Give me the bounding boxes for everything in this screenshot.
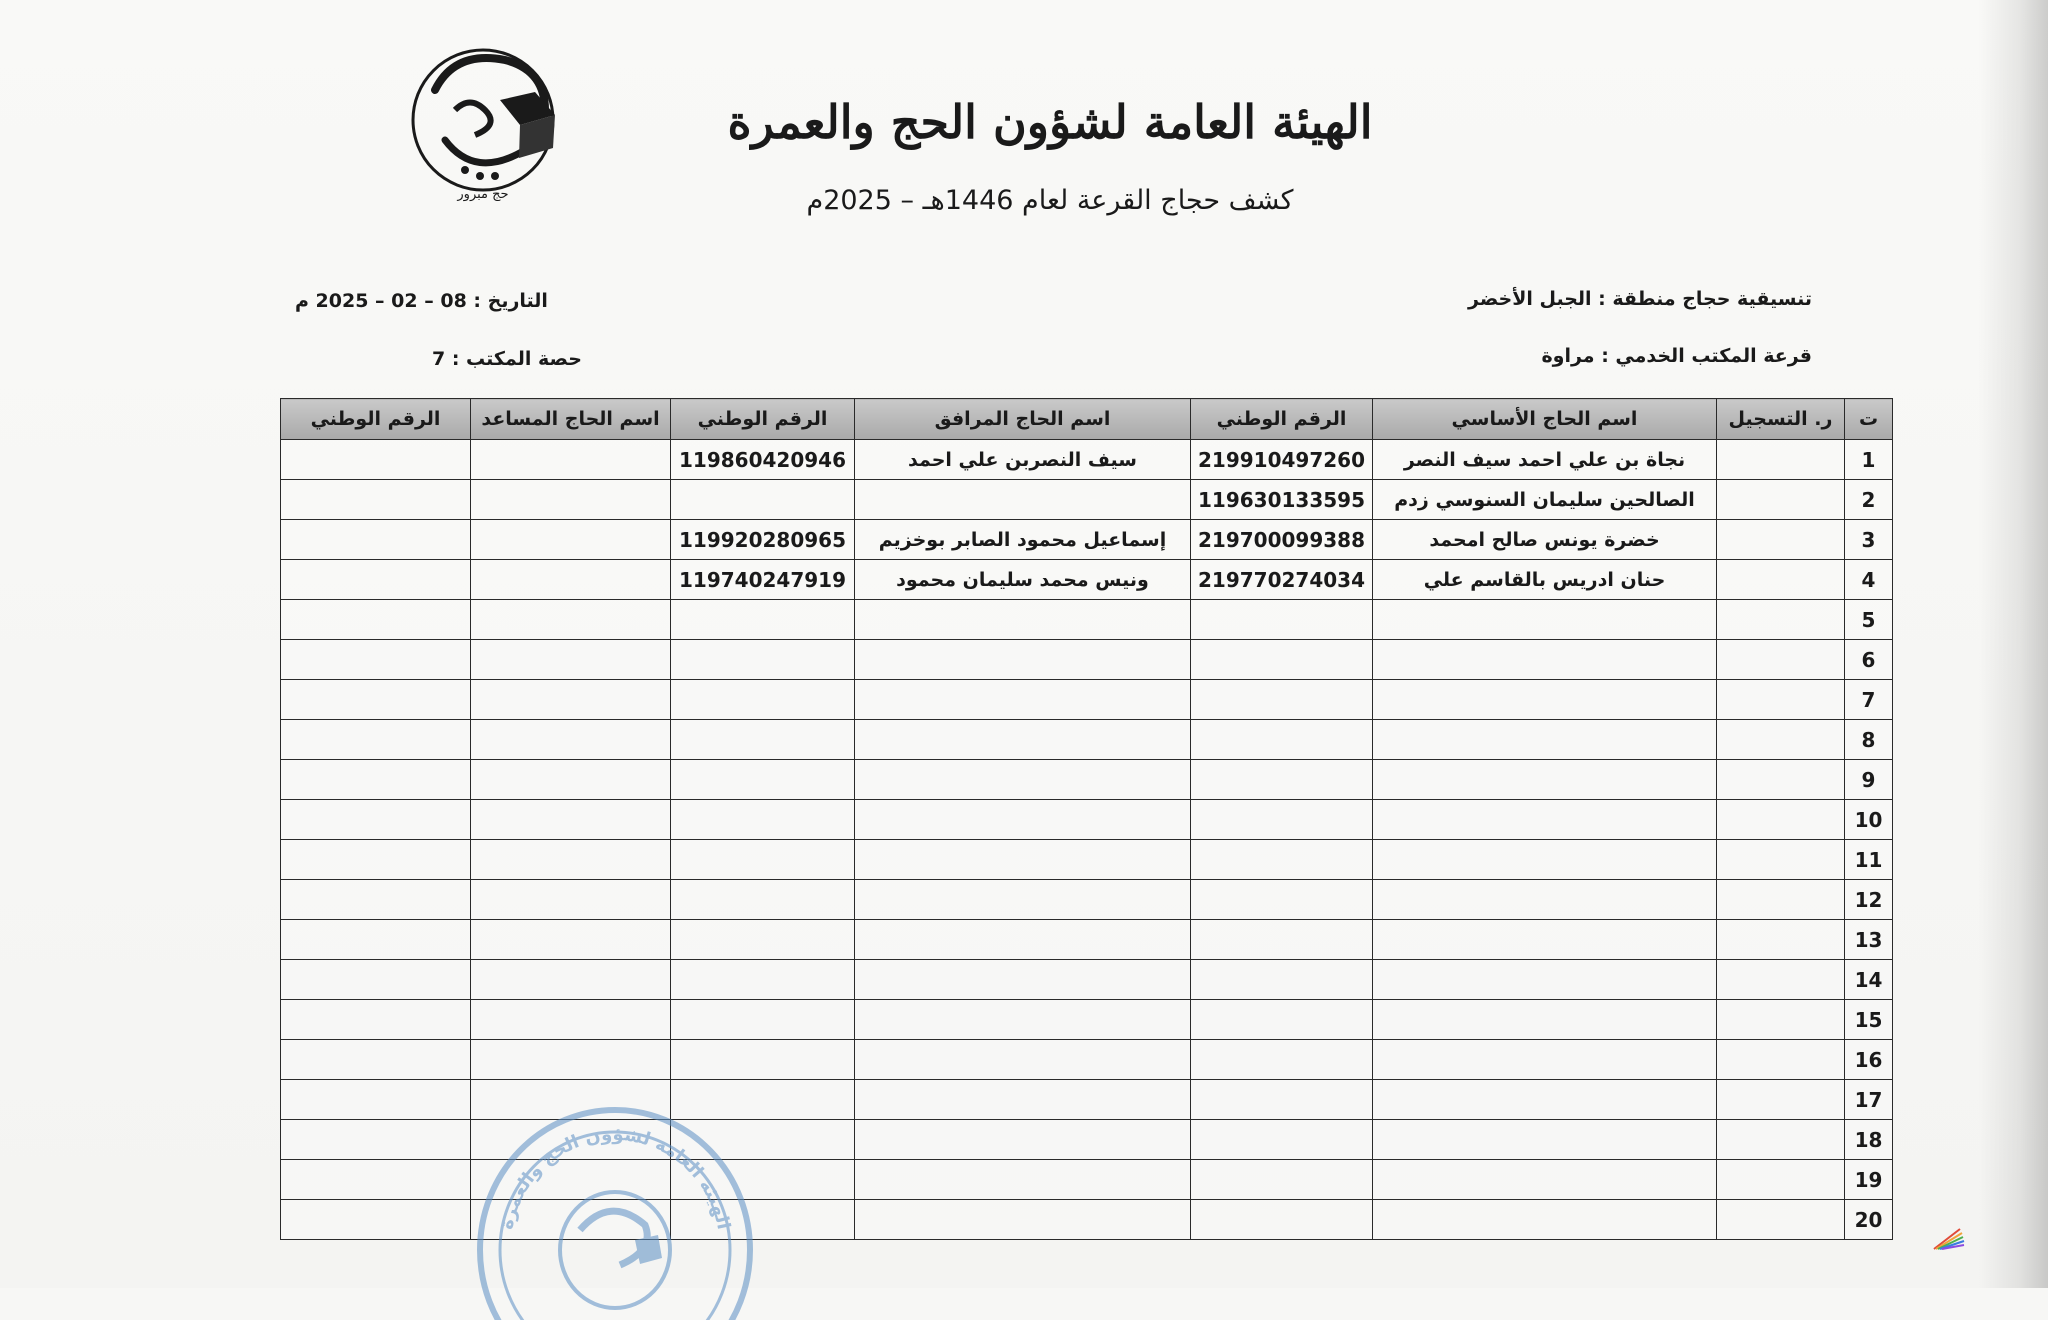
cell-companion-name bbox=[855, 1080, 1191, 1120]
cell-registration bbox=[1717, 440, 1845, 480]
cell-primary-id bbox=[1191, 1200, 1373, 1240]
cell-companion-name bbox=[855, 1120, 1191, 1160]
cell-companion-name bbox=[855, 1160, 1191, 1200]
table-row bbox=[281, 680, 1893, 720]
cell-primary-name bbox=[1373, 1200, 1717, 1240]
cell-assistant-name bbox=[471, 560, 671, 600]
cell-registration bbox=[1717, 520, 1845, 560]
table-row bbox=[281, 720, 1893, 760]
official-stamp-icon bbox=[470, 1100, 760, 1320]
cell-assistant-name bbox=[471, 640, 671, 680]
cell-index: 2 bbox=[1845, 480, 1893, 520]
cell-primary-name: خضرة يونس صالح امحمد bbox=[1373, 520, 1717, 560]
cell-primary-name bbox=[1373, 1120, 1717, 1160]
quota-label: حصة المكتب : 7 bbox=[432, 348, 582, 370]
corner-fan-icon bbox=[1930, 1225, 1966, 1251]
cell-index: 7 bbox=[1845, 680, 1893, 720]
col-header-index: ت bbox=[1845, 399, 1893, 440]
cell-primary-id bbox=[1191, 880, 1373, 920]
cell-primary-id bbox=[1191, 800, 1373, 840]
cell-assistant-id bbox=[281, 880, 471, 920]
cell-registration bbox=[1717, 880, 1845, 920]
cell-assistant-id bbox=[281, 640, 471, 680]
cell-assistant-id bbox=[281, 840, 471, 880]
cell-companion-name bbox=[855, 1000, 1191, 1040]
cell-companion-name bbox=[855, 680, 1191, 720]
col-header-companion-id: الرقم الوطني bbox=[671, 399, 855, 440]
cell-primary-id bbox=[1191, 840, 1373, 880]
cell-companion-id bbox=[671, 600, 855, 640]
cell-companion-name bbox=[855, 600, 1191, 640]
cell-primary-id bbox=[1191, 1040, 1373, 1080]
cell-index: 16 bbox=[1845, 1040, 1893, 1080]
cell-companion-name bbox=[855, 760, 1191, 800]
cell-assistant-name bbox=[471, 920, 671, 960]
cell-index: 20 bbox=[1845, 1200, 1893, 1240]
cell-registration bbox=[1717, 1080, 1845, 1120]
table-row bbox=[281, 760, 1893, 800]
table-row bbox=[281, 560, 1893, 600]
cell-registration bbox=[1717, 480, 1845, 520]
table-row bbox=[281, 1000, 1893, 1040]
cell-primary-id bbox=[1191, 1120, 1373, 1160]
cell-index: 10 bbox=[1845, 800, 1893, 840]
cell-companion-id bbox=[671, 720, 855, 760]
cell-companion-id bbox=[671, 960, 855, 1000]
table-row bbox=[281, 960, 1893, 1000]
cell-assistant-name bbox=[471, 800, 671, 840]
cell-index: 12 bbox=[1845, 880, 1893, 920]
cell-assistant-id bbox=[281, 560, 471, 600]
cell-companion-name: سيف النصربن علي احمد bbox=[855, 440, 1191, 480]
cell-primary-name bbox=[1373, 1160, 1717, 1200]
cell-primary-name bbox=[1373, 840, 1717, 880]
cell-primary-name: نجاة بن علي احمد سيف النصر bbox=[1373, 440, 1717, 480]
cell-registration bbox=[1717, 800, 1845, 840]
cell-index: 18 bbox=[1845, 1120, 1893, 1160]
cell-registration bbox=[1717, 1120, 1845, 1160]
cell-assistant-id bbox=[281, 520, 471, 560]
cell-primary-name bbox=[1373, 1080, 1717, 1120]
cell-assistant-id bbox=[281, 920, 471, 960]
table-row bbox=[281, 480, 1893, 520]
cell-index: 1 bbox=[1845, 440, 1893, 480]
cell-assistant-name bbox=[471, 1000, 671, 1040]
cell-index: 15 bbox=[1845, 1000, 1893, 1040]
cell-companion-name bbox=[855, 1200, 1191, 1240]
cell-companion-id bbox=[671, 680, 855, 720]
cell-companion-name bbox=[855, 920, 1191, 960]
cell-assistant-id bbox=[281, 1080, 471, 1120]
cell-primary-name bbox=[1373, 680, 1717, 720]
cell-registration bbox=[1717, 1160, 1845, 1200]
cell-companion-name bbox=[855, 800, 1191, 840]
region-label: تنسيقية حجاج منطقة : الجبل الأخضر bbox=[1468, 288, 1812, 310]
cell-assistant-id bbox=[281, 600, 471, 640]
cell-companion-id bbox=[671, 880, 855, 920]
table-row bbox=[281, 800, 1893, 840]
cell-assistant-id bbox=[281, 440, 471, 480]
cell-registration bbox=[1717, 920, 1845, 960]
cell-index: 11 bbox=[1845, 840, 1893, 880]
col-header-assistant-id: الرقم الوطني bbox=[281, 399, 471, 440]
cell-index: 13 bbox=[1845, 920, 1893, 960]
table-row bbox=[281, 600, 1893, 640]
cell-registration bbox=[1717, 560, 1845, 600]
cell-primary-id bbox=[1191, 720, 1373, 760]
cell-index: 4 bbox=[1845, 560, 1893, 600]
cell-index: 6 bbox=[1845, 640, 1893, 680]
cell-assistant-id bbox=[281, 960, 471, 1000]
cell-primary-name bbox=[1373, 960, 1717, 1000]
cell-index: 19 bbox=[1845, 1160, 1893, 1200]
col-header-primary-name: اسم الحاج الأساسي bbox=[1373, 399, 1717, 440]
cell-registration bbox=[1717, 720, 1845, 760]
cell-companion-name bbox=[855, 720, 1191, 760]
table-row bbox=[281, 640, 1893, 680]
cell-index: 8 bbox=[1845, 720, 1893, 760]
hajj-calligraphy-logo-icon bbox=[395, 30, 570, 205]
cell-primary-id bbox=[1191, 920, 1373, 960]
cell-primary-id: 219700099388 bbox=[1191, 520, 1373, 560]
cell-assistant-name bbox=[471, 520, 671, 560]
cell-primary-name bbox=[1373, 880, 1717, 920]
table-row bbox=[281, 840, 1893, 880]
cell-registration bbox=[1717, 600, 1845, 640]
cell-primary-name bbox=[1373, 1000, 1717, 1040]
cell-registration bbox=[1717, 840, 1845, 880]
cell-assistant-name bbox=[471, 680, 671, 720]
cell-primary-name bbox=[1373, 760, 1717, 800]
cell-assistant-id bbox=[281, 800, 471, 840]
cell-assistant-id bbox=[281, 720, 471, 760]
office-label: قرعة المكتب الخدمي : مراوة bbox=[1541, 345, 1812, 367]
cell-registration bbox=[1717, 960, 1845, 1000]
cell-companion-name bbox=[855, 840, 1191, 880]
cell-primary-id bbox=[1191, 600, 1373, 640]
cell-index: 17 bbox=[1845, 1080, 1893, 1120]
cell-companion-id bbox=[671, 760, 855, 800]
cell-primary-id: 219910497260 bbox=[1191, 440, 1373, 480]
cell-assistant-id bbox=[281, 1000, 471, 1040]
cell-primary-id: 219770274034 bbox=[1191, 560, 1373, 600]
cell-companion-id bbox=[671, 920, 855, 960]
cell-index: 9 bbox=[1845, 760, 1893, 800]
cell-companion-name bbox=[855, 480, 1191, 520]
cell-assistant-name bbox=[471, 960, 671, 1000]
cell-primary-id bbox=[1191, 760, 1373, 800]
cell-primary-id bbox=[1191, 960, 1373, 1000]
cell-assistant-name bbox=[471, 880, 671, 920]
cell-companion-name bbox=[855, 1040, 1191, 1080]
cell-companion-name: ونيس محمد سليمان محمود bbox=[855, 560, 1191, 600]
cell-registration bbox=[1717, 680, 1845, 720]
col-header-primary-id: الرقم الوطني bbox=[1191, 399, 1373, 440]
cell-companion-id bbox=[671, 840, 855, 880]
cell-assistant-id bbox=[281, 680, 471, 720]
cell-assistant-id bbox=[281, 480, 471, 520]
cell-companion-name bbox=[855, 880, 1191, 920]
cell-companion-id bbox=[671, 800, 855, 840]
cell-registration bbox=[1717, 1000, 1845, 1040]
page-title: الهيئة العامة لشؤون الحج والعمرة bbox=[727, 95, 1373, 149]
col-header-registration: ر. التسجيل bbox=[1717, 399, 1845, 440]
cell-index: 3 bbox=[1845, 520, 1893, 560]
cell-primary-name bbox=[1373, 600, 1717, 640]
cell-primary-id bbox=[1191, 1000, 1373, 1040]
cell-primary-id bbox=[1191, 1160, 1373, 1200]
cell-registration bbox=[1717, 760, 1845, 800]
cell-companion-id bbox=[671, 480, 855, 520]
table-row bbox=[281, 520, 1893, 560]
cell-assistant-id bbox=[281, 1040, 471, 1080]
scan-edge-shadow bbox=[1978, 0, 2048, 1288]
page-subtitle: كشف حجاج القرعة لعام 1446هـ – 2025م bbox=[806, 185, 1294, 216]
cell-primary-name bbox=[1373, 720, 1717, 760]
cell-companion-id bbox=[671, 640, 855, 680]
cell-assistant-name bbox=[471, 600, 671, 640]
cell-assistant-name bbox=[471, 720, 671, 760]
cell-companion-id: 119740247919 bbox=[671, 560, 855, 600]
col-header-assistant-name: اسم الحاج المساعد bbox=[471, 399, 671, 440]
cell-primary-name bbox=[1373, 640, 1717, 680]
cell-registration bbox=[1717, 1040, 1845, 1080]
cell-primary-name: حنان ادريس بالقاسم علي bbox=[1373, 560, 1717, 600]
cell-index: 14 bbox=[1845, 960, 1893, 1000]
cell-assistant-id bbox=[281, 760, 471, 800]
cell-assistant-name bbox=[471, 1040, 671, 1080]
table-row bbox=[281, 440, 1893, 480]
logo-text: حج مبرور bbox=[457, 187, 509, 202]
cell-companion-id bbox=[671, 1000, 855, 1040]
cell-assistant-id bbox=[281, 1120, 471, 1160]
table-header-row bbox=[281, 399, 1893, 440]
cell-registration bbox=[1717, 1200, 1845, 1240]
col-header-companion-name: اسم الحاج المرافق bbox=[855, 399, 1191, 440]
cell-primary-name bbox=[1373, 920, 1717, 960]
cell-registration bbox=[1717, 640, 1845, 680]
cell-assistant-name bbox=[471, 480, 671, 520]
cell-assistant-name bbox=[471, 760, 671, 800]
cell-companion-name bbox=[855, 640, 1191, 680]
cell-assistant-name bbox=[471, 440, 671, 480]
stamp-text: الهيئة العامة لشؤون الحج والعمرة bbox=[495, 1123, 735, 1232]
table-row bbox=[281, 880, 1893, 920]
table-row bbox=[281, 1040, 1893, 1080]
table-row bbox=[281, 920, 1893, 960]
cell-primary-id bbox=[1191, 640, 1373, 680]
cell-companion-id: 119860420946 bbox=[671, 440, 855, 480]
cell-assistant-id bbox=[281, 1160, 471, 1200]
cell-primary-id bbox=[1191, 1080, 1373, 1120]
date-label: التاريخ : 08 – 02 – 2025 م bbox=[295, 290, 548, 312]
cell-primary-name bbox=[1373, 1040, 1717, 1080]
cell-companion-id: 119920280965 bbox=[671, 520, 855, 560]
cell-primary-name bbox=[1373, 800, 1717, 840]
cell-index: 5 bbox=[1845, 600, 1893, 640]
cell-primary-id bbox=[1191, 680, 1373, 720]
cell-companion-name: إسماعيل محمود الصابر بوخزيم bbox=[855, 520, 1191, 560]
cell-companion-id bbox=[671, 1040, 855, 1080]
cell-assistant-id bbox=[281, 1200, 471, 1240]
cell-companion-name bbox=[855, 960, 1191, 1000]
cell-assistant-name bbox=[471, 840, 671, 880]
cell-primary-id: 119630133595 bbox=[1191, 480, 1373, 520]
cell-primary-name: الصالحين سليمان السنوسي زدم bbox=[1373, 480, 1717, 520]
